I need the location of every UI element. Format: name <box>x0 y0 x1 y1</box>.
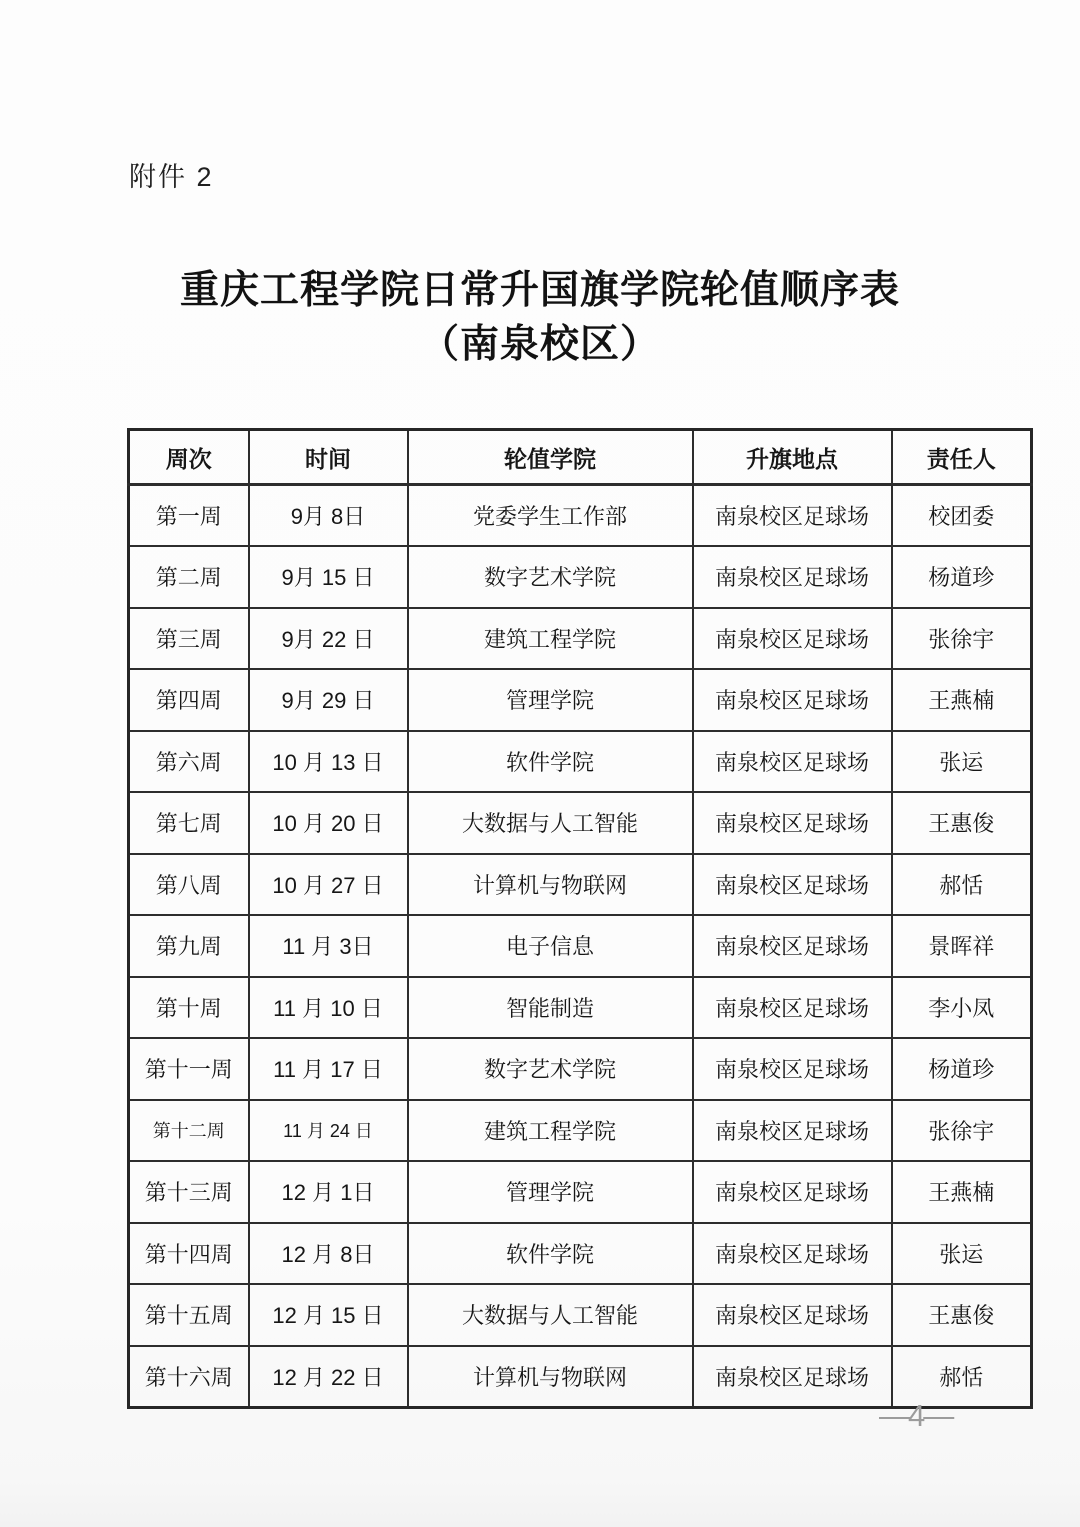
cell-week: 第七周 <box>129 792 249 854</box>
table-row <box>129 669 1032 731</box>
cell-time: 9月 29 日 <box>249 669 408 731</box>
cell-week: 第一周 <box>129 485 249 547</box>
cell-time: 10 月 13 日 <box>249 731 408 793</box>
cell-person: 杨道珍 <box>892 546 1032 608</box>
cell-time: 10 月 27 日 <box>249 854 408 916</box>
cell-location: 南泉校区足球场 <box>693 1223 892 1285</box>
header-college: 轮值学院 <box>408 430 693 485</box>
cell-college: 计算机与物联网 <box>408 1346 693 1408</box>
cell-person: 李小凤 <box>892 977 1032 1039</box>
cell-college: 电子信息 <box>408 915 693 977</box>
cell-person: 王燕楠 <box>892 669 1032 731</box>
cell-college: 大数据与人工智能 <box>408 792 693 854</box>
cell-time: 11 月 10 日 <box>249 977 408 1039</box>
cell-location: 南泉校区足球场 <box>693 546 892 608</box>
cell-location: 南泉校区足球场 <box>693 915 892 977</box>
cell-college: 管理学院 <box>408 1161 693 1223</box>
cell-week: 第二周 <box>129 546 249 608</box>
cell-time: 9月 8日 <box>249 485 408 547</box>
cell-location: 南泉校区足球场 <box>693 1161 892 1223</box>
cell-week: 第八周 <box>129 854 249 916</box>
cell-time: 11 月 17 日 <box>249 1038 408 1100</box>
cell-location: 南泉校区足球场 <box>693 731 892 793</box>
header-location: 升旗地点 <box>693 430 892 485</box>
cell-time: 11 月 3日 <box>249 915 408 977</box>
cell-college: 建筑工程学院 <box>408 608 693 670</box>
cell-time: 11 月 24 日 <box>249 1100 408 1162</box>
table-row <box>129 1161 1032 1223</box>
cell-person: 郝恬 <box>892 1346 1032 1408</box>
cell-week: 第九周 <box>129 915 249 977</box>
page-title <box>0 264 1080 372</box>
cell-location: 南泉校区足球场 <box>693 977 892 1039</box>
table-row <box>129 792 1032 854</box>
cell-college: 大数据与人工智能 <box>408 1284 693 1346</box>
cell-person: 校团委 <box>892 485 1032 547</box>
duty-roster-table <box>127 428 1033 1409</box>
header-time: 时间 <box>249 430 408 485</box>
cell-week: 第十周 <box>129 977 249 1039</box>
table-row <box>129 1038 1032 1100</box>
cell-college: 数字艺术学院 <box>408 1038 693 1100</box>
cell-location: 南泉校区足球场 <box>693 1100 892 1162</box>
cell-person: 王燕楠 <box>892 1161 1032 1223</box>
table-row <box>129 915 1032 977</box>
cell-college: 计算机与物联网 <box>408 854 693 916</box>
cell-location: 南泉校区足球场 <box>693 1346 892 1408</box>
cell-location: 南泉校区足球场 <box>693 854 892 916</box>
cell-week: 第十六周 <box>129 1346 249 1408</box>
cell-location: 南泉校区足球场 <box>693 608 892 670</box>
cell-person: 张徐宇 <box>892 1100 1032 1162</box>
table-header-row <box>129 430 1032 485</box>
header-person: 责任人 <box>892 430 1032 485</box>
cell-time: 12 月 15 日 <box>249 1284 408 1346</box>
cell-person: 王惠俊 <box>892 1284 1032 1346</box>
cell-person: 张徐宇 <box>892 608 1032 670</box>
cell-location: 南泉校区足球场 <box>693 1038 892 1100</box>
header-week: 周次 <box>129 430 249 485</box>
cell-location: 南泉校区足球场 <box>693 792 892 854</box>
cell-college: 软件学院 <box>408 1223 693 1285</box>
cell-week: 第十四周 <box>129 1223 249 1285</box>
page-number: —4— <box>879 1398 953 1433</box>
cell-college: 智能制造 <box>408 977 693 1039</box>
cell-person: 杨道珍 <box>892 1038 1032 1100</box>
cell-time: 9月 15 日 <box>249 546 408 608</box>
table-row <box>129 854 1032 916</box>
table-row <box>129 977 1032 1039</box>
cell-person: 张运 <box>892 1223 1032 1285</box>
cell-time: 12 月 1日 <box>249 1161 408 1223</box>
table-row <box>129 731 1032 793</box>
table-row <box>129 485 1032 547</box>
cell-person: 景晖祥 <box>892 915 1032 977</box>
cell-time: 12 月 22 日 <box>249 1346 408 1408</box>
cell-location: 南泉校区足球场 <box>693 1284 892 1346</box>
page-title-line2: （南泉校区） <box>419 323 660 366</box>
cell-week: 第十五周 <box>129 1284 249 1346</box>
cell-college: 软件学院 <box>408 731 693 793</box>
cell-time: 9月 22 日 <box>249 608 408 670</box>
cell-college: 管理学院 <box>408 669 693 731</box>
cell-week: 第十二周 <box>129 1100 249 1162</box>
cell-week: 第四周 <box>129 669 249 731</box>
cell-college: 数字艺术学院 <box>408 546 693 608</box>
cell-person: 王惠俊 <box>892 792 1032 854</box>
attachment-label: 附件 2 <box>129 162 214 192</box>
cell-week: 第六周 <box>129 731 249 793</box>
cell-week: 第十三周 <box>129 1161 249 1223</box>
cell-person: 张运 <box>892 731 1032 793</box>
page-title-line1: 重庆工程学院日常升国旗学院轮值顺序表 <box>179 269 900 312</box>
table-row <box>129 1223 1032 1285</box>
table-row <box>129 546 1032 608</box>
table-row <box>129 1100 1032 1162</box>
cell-location: 南泉校区足球场 <box>693 485 892 547</box>
cell-college: 建筑工程学院 <box>408 1100 693 1162</box>
cell-location: 南泉校区足球场 <box>693 669 892 731</box>
table-row <box>129 1284 1032 1346</box>
cell-time: 10 月 20 日 <box>249 792 408 854</box>
cell-week: 第三周 <box>129 608 249 670</box>
cell-week: 第十一周 <box>129 1038 249 1100</box>
cell-person: 郝恬 <box>892 854 1032 916</box>
cell-time: 12 月 8日 <box>249 1223 408 1285</box>
cell-college: 党委学生工作部 <box>408 485 693 547</box>
table-row <box>129 608 1032 670</box>
